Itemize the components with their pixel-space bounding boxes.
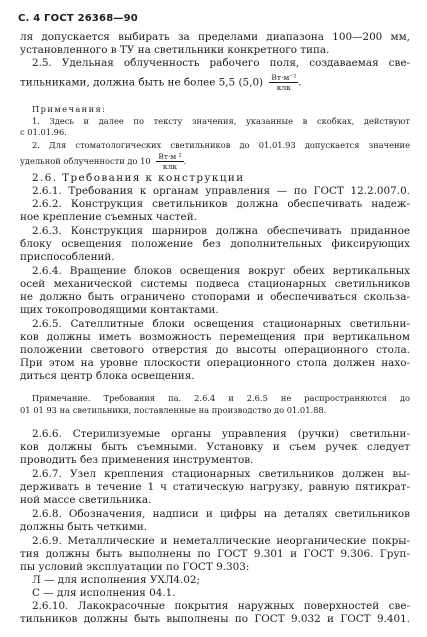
- unit-fraction: [269, 73, 298, 92]
- text-line: 2.6.4. Вращение блоков освещения вокруг обеих вертикальных: [32, 265, 410, 277]
- text-line: ков должны быть съемными. Установку и съем ручек следует: [20, 441, 410, 453]
- page-header: С. 4 ГОСТ 26368—90: [18, 13, 138, 24]
- text-line: При этом на уровне плоскости операционного стола должен нахо-: [20, 357, 410, 369]
- text-line-with-formula: [20, 73, 302, 92]
- fraction-numerator: Вт·м ²: [158, 152, 182, 161]
- text-line: 2.6.3. Конструкция шарниров должна обеспечивать приданное: [32, 225, 410, 237]
- text-line: 2.6.1. Требования к органам управления — по ГОСТ 12.2.007.0.: [32, 185, 410, 197]
- text-line: 2.6.7. Узел крепления стационарных светильников должен вы-: [32, 468, 410, 480]
- note-line: удельной облученности до 10: [20, 156, 151, 166]
- text-line: проводить без применения инструментов.: [20, 454, 254, 466]
- note-line: Примечание. Требования па. 2.6.4 и 2.6.5 не распространяются до: [32, 393, 410, 403]
- note-line-with-formula: [20, 152, 186, 171]
- fraction-numerator: Вт·м⁻²: [271, 73, 297, 82]
- text-line: блоку освещения положение без дополнительных фиксирующих: [20, 238, 410, 250]
- section-heading: 2.6. Требования к конструкции: [32, 172, 245, 184]
- text-line: 2.6.2. Конструкция светильников должна обеспечивать надеж-: [32, 198, 410, 210]
- unit-fraction: [156, 152, 183, 171]
- text-line: С — для исполнения 04.1.: [32, 587, 176, 599]
- text-line: приспособлений.: [20, 251, 115, 263]
- text-line: диться центр блока освещения.: [20, 370, 195, 382]
- text-line: ля допускается выбирать за пределами диапазона 100—200 мм,: [20, 31, 410, 43]
- text-line: пы условий эксплуатации по ГОСТ 9.303:: [20, 561, 250, 573]
- text-line: ной массе светильника.: [20, 494, 152, 506]
- text-line: Л — для исполнения УХЛ4.02;: [32, 574, 201, 586]
- text-line: тильников должны быть выполнены по ГОСТ 9.032 и ГОСТ 9.401.: [20, 613, 410, 625]
- note-line: 2. Для стоматологических светильников до 01.01.93 допускается значение: [32, 140, 410, 150]
- text-line: тия должны быть выполнены по ГОСТ 9.301 и ГОСТ 9.306. Груп-: [20, 548, 410, 560]
- text-line: держивать в течение 1 ч статическую нагрузку, равную пятикрат-: [20, 481, 410, 493]
- text-line: ков должны иметь возможность перемещения при вертикальном: [20, 331, 410, 343]
- text-line: установленного в ТУ на светильники конкретного типа.: [20, 44, 330, 56]
- note-line: с 01.01.96.: [20, 127, 67, 137]
- text-line: 2.6.8. Обозначения, надписи и цифры на деталях светильников: [32, 508, 410, 520]
- fraction-suffix: .: [298, 76, 302, 89]
- note-line: 1. Здесь и далее по тексту значения, указанные в скобках, действуют: [32, 116, 410, 126]
- text-line: осей механической системы подвеса стационарных светильников: [20, 278, 410, 290]
- note-heading: Примечания:: [32, 104, 107, 114]
- text-line: тильниками, должна быть не более 5,5 (5,0): [20, 76, 264, 89]
- fraction-denominator: клк: [162, 162, 178, 171]
- text-line: не должно быть ограничено стопорами и обеспечиваться скольза-: [20, 291, 410, 303]
- text-line: ное крепление съемных частей.: [20, 211, 197, 223]
- fraction-suffix: .: [183, 156, 187, 166]
- text-line: 2.6.9. Металлические и неметаллические неорганические покры-: [32, 535, 410, 547]
- text-line: щих токопроводящими контактами.: [20, 304, 219, 316]
- text-line: 2.6.10. Лакокрасочные покрытия наружных поверхностей све-: [32, 600, 410, 612]
- text-line: 2.5. Удельная облученность рабочего поля, создаваемая све-: [32, 57, 410, 69]
- text-line: 2.6.5. Сателлитные блоки освещения стационарных светильни-: [32, 318, 410, 330]
- fraction-denominator: клк: [276, 83, 291, 92]
- note-line: 01 01 93 на светильники, поставленные на производство до 01.01.88.: [20, 405, 327, 415]
- text-line: положении светового отверстия до высоты операционного стола.: [20, 344, 410, 356]
- text-line: должны быть четкими.: [20, 521, 148, 533]
- text-line: 2.6.6. Стерилизуемые органы управления (ручки) светильни-: [32, 428, 410, 440]
